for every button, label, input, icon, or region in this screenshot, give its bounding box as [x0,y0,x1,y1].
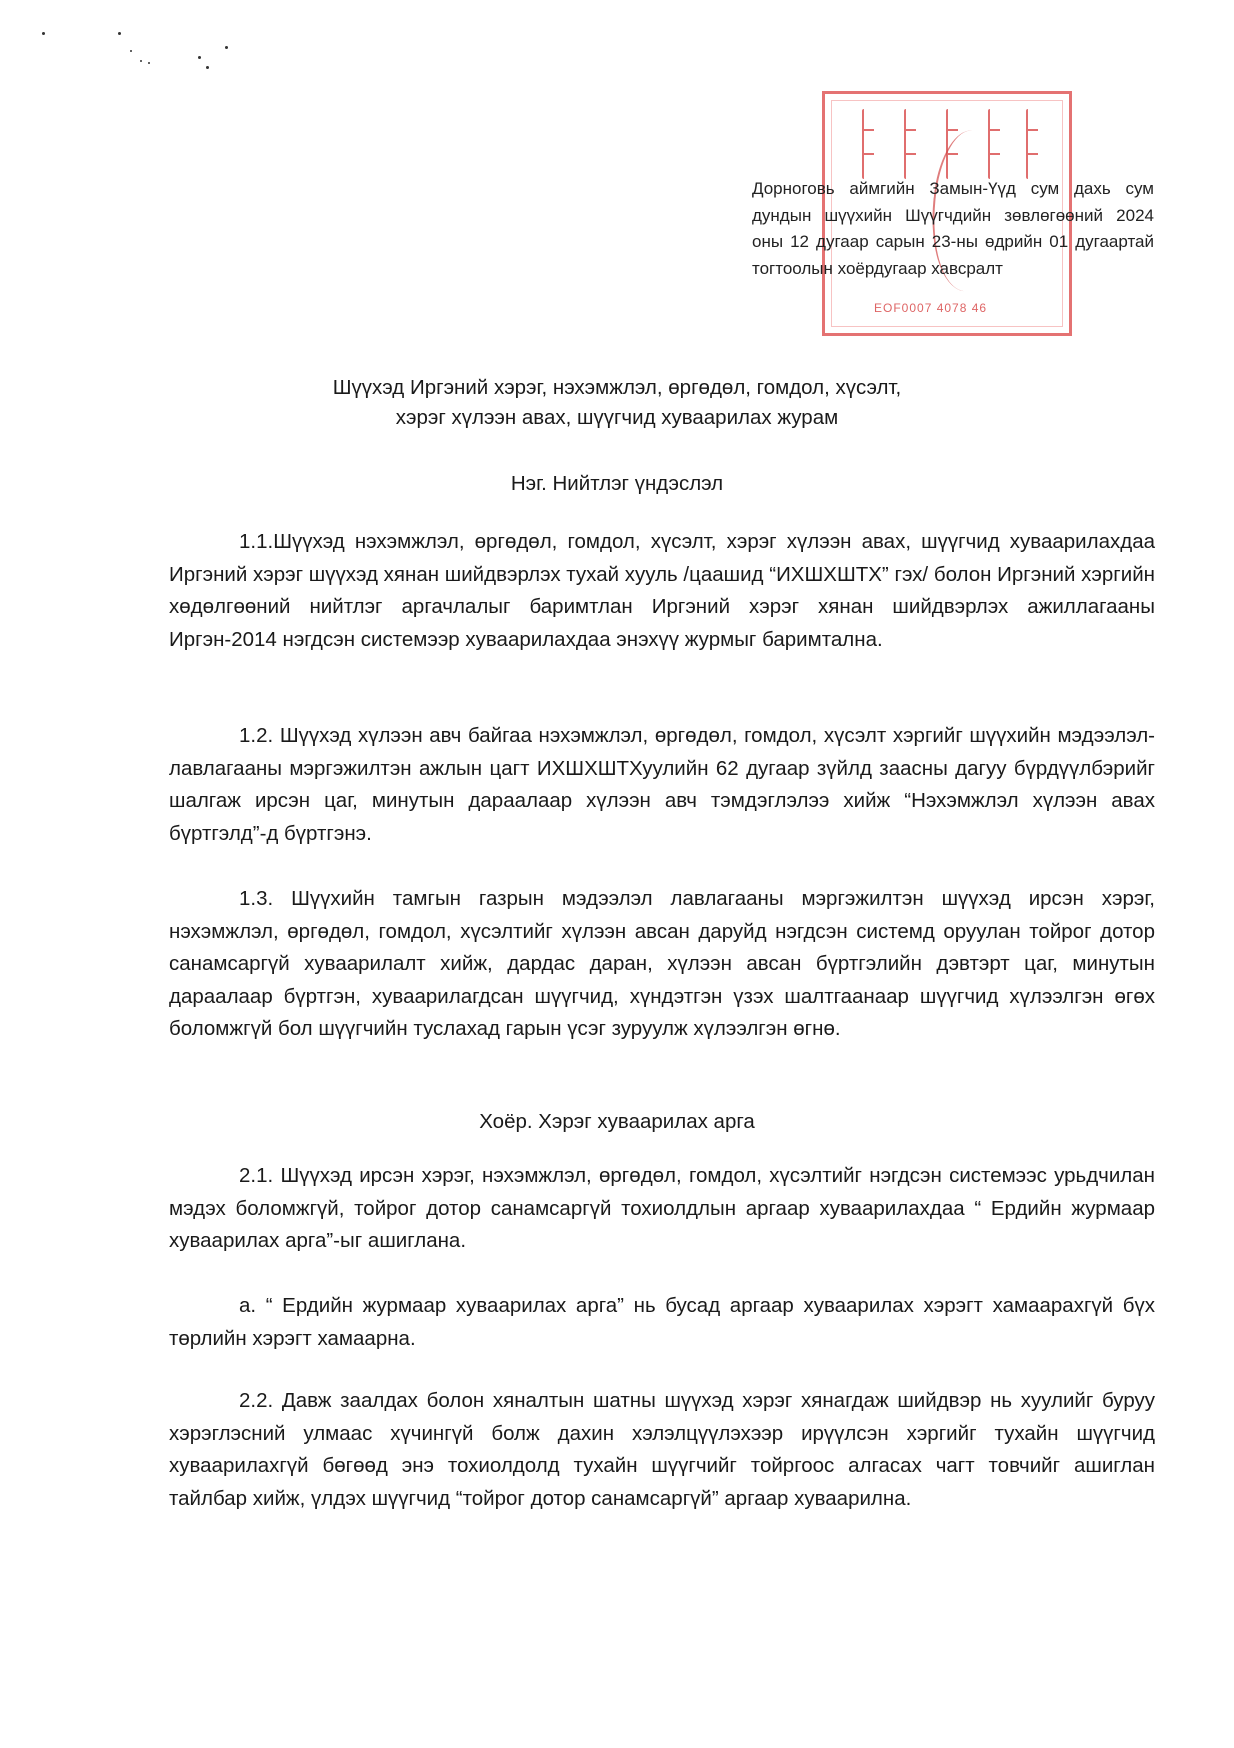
paragraph-2-a: а. “ Ердийн журмаар хуваарилах арга” нь бусад аргаар хуваарилах хэрэгт хамаарахгүй бүх төрлийн хэрэгт хамаарна. [169,1294,1155,1350]
paragraph-1-3: 1.3. Шүүхийн тамгын газрын мэдээлэл лавлагааны мэргэжилтэн шүүхэд ирсэн хэрэг, нэхэмжлэл, өргөдөл, гомдол, хүсэлтийг хүлээн авсан даруйд нэгдсэн системд оруулан тойрог дотор санамсаргүй хуваарилалт хийж, дардас даран, хүлээн авсан бүртгэлийн дэвтэрт цаг, минутын дараалаар бүртгэн, хуваарилагдсан шүүгчид, хүндэтгэн үзэх шалтгаанаар шүүгчид хүлээлгэн өгөх боломжгүй бол шүүгчийн туслахад гарын үсэг зуруулж хүлээлгэн өгнө. [169,887,1155,1040]
section-2-heading: Хоёр. Хэрэг хуваарилах арга [479,1110,755,1133]
document-title [0,373,1234,433]
paragraph-1-1: 1.1.Шүүхэд нэхэмжлэл, өргөдөл, гомдол, хүсэлт, хэрэг хүлээн авах, шүүгчид хуваарилахдаа Иргэний хэрэг шүүхэд хянан шийдвэрлэх тухай хууль /цаашид “ИХШХШТХ” гэх/ болон Иргэний хэргийн хөдөлгөөний нийтлэг аргачлалыг баримтлан Иргэний хэрэг хянан шийдвэрлэх ажиллагааны Иргэн-2014 нэгдсэн системээр хуваарилахдаа энэхүү журмыг баримтална. [169,530,1155,651]
scan-specks [40,20,260,80]
mongolian-script-column-2 [904,109,922,179]
title-line-1: Шүүхэд Иргэний хэрэг, нэхэмжлэл, өргөдөл, гомдол, хүсэлт, [332,376,902,399]
paragraph-2-1: 2.1. Шүүхэд ирсэн хэрэг, нэхэмжлэл, өргөдөл, гомдол, хүсэлтийг нэгдсэн системээс урьдчилан мэдэх боломжгүй, тойрог дотор санамсаргүй тохиолдлын аргаар хуваарилахдаа “ Ердийн журмаар хуваарилах арга”-ыг ашиглана. [169,1164,1155,1252]
mongolian-script-column-1 [862,109,880,179]
title-line-2: хэрэг хүлээн авах, шүүгчид хуваарилах журам [395,406,839,429]
paragraph-1-2: 1.2. Шүүхэд хүлээн авч байгаа нэхэмжлэл, өргөдөл, гомдол, хүсэлт хэргийг шүүхийн мэдээлэл-лавлагааны мэргэжилтэн ажлын цагт ИХШХШТХуулийн 62 дугаар зүйлд заасны дагуу бүрдүүлбэрийг шалгаж ирсэн цаг, минутын дараалаар хүлээн авч тэмдэглэлээ хийж “Нэхэмжлэл хүлээн авах бүртгэлд”-д бүртгэнэ. [169,724,1155,845]
mongolian-script-column-5 [1026,109,1044,179]
section-1-heading: Нэг. Нийтлэг үндэслэл [510,472,724,495]
paragraph-2-2: 2.2. Давж заалдах болон хяналтын шатны шүүхэд хэрэг хянагдаж шийдвэр нь хуулийг буруу хэрэглэсний улмаас хүчингүй болж дахин хэлэлцүүлэхээр ирүүлсэн хэргийг тухайн шүүгчид хуваарилахгүй бөгөөд энэ тохиолдолд тухайн шүүгчийг тойргоос алгасах чагт товчийг ашиглан тайлбар хийж, үлдэх шүүгчид “тойрог дотор санамсаргүй” аргаар хуваарилна. [169,1389,1155,1510]
annex-reference: Дорноговь аймгийн Замын-Үүд сум дахь сум дундын шүүхийн Шүүгчдийн зөвлөгөөний 2024 оны 12 дугаар сарын 23-ны өдрийн 01 дугаартай тогтоолын хоёрдугаар хавсралт [752,179,1154,278]
stamp-number: EOF0007 4078 46 [874,301,988,315]
